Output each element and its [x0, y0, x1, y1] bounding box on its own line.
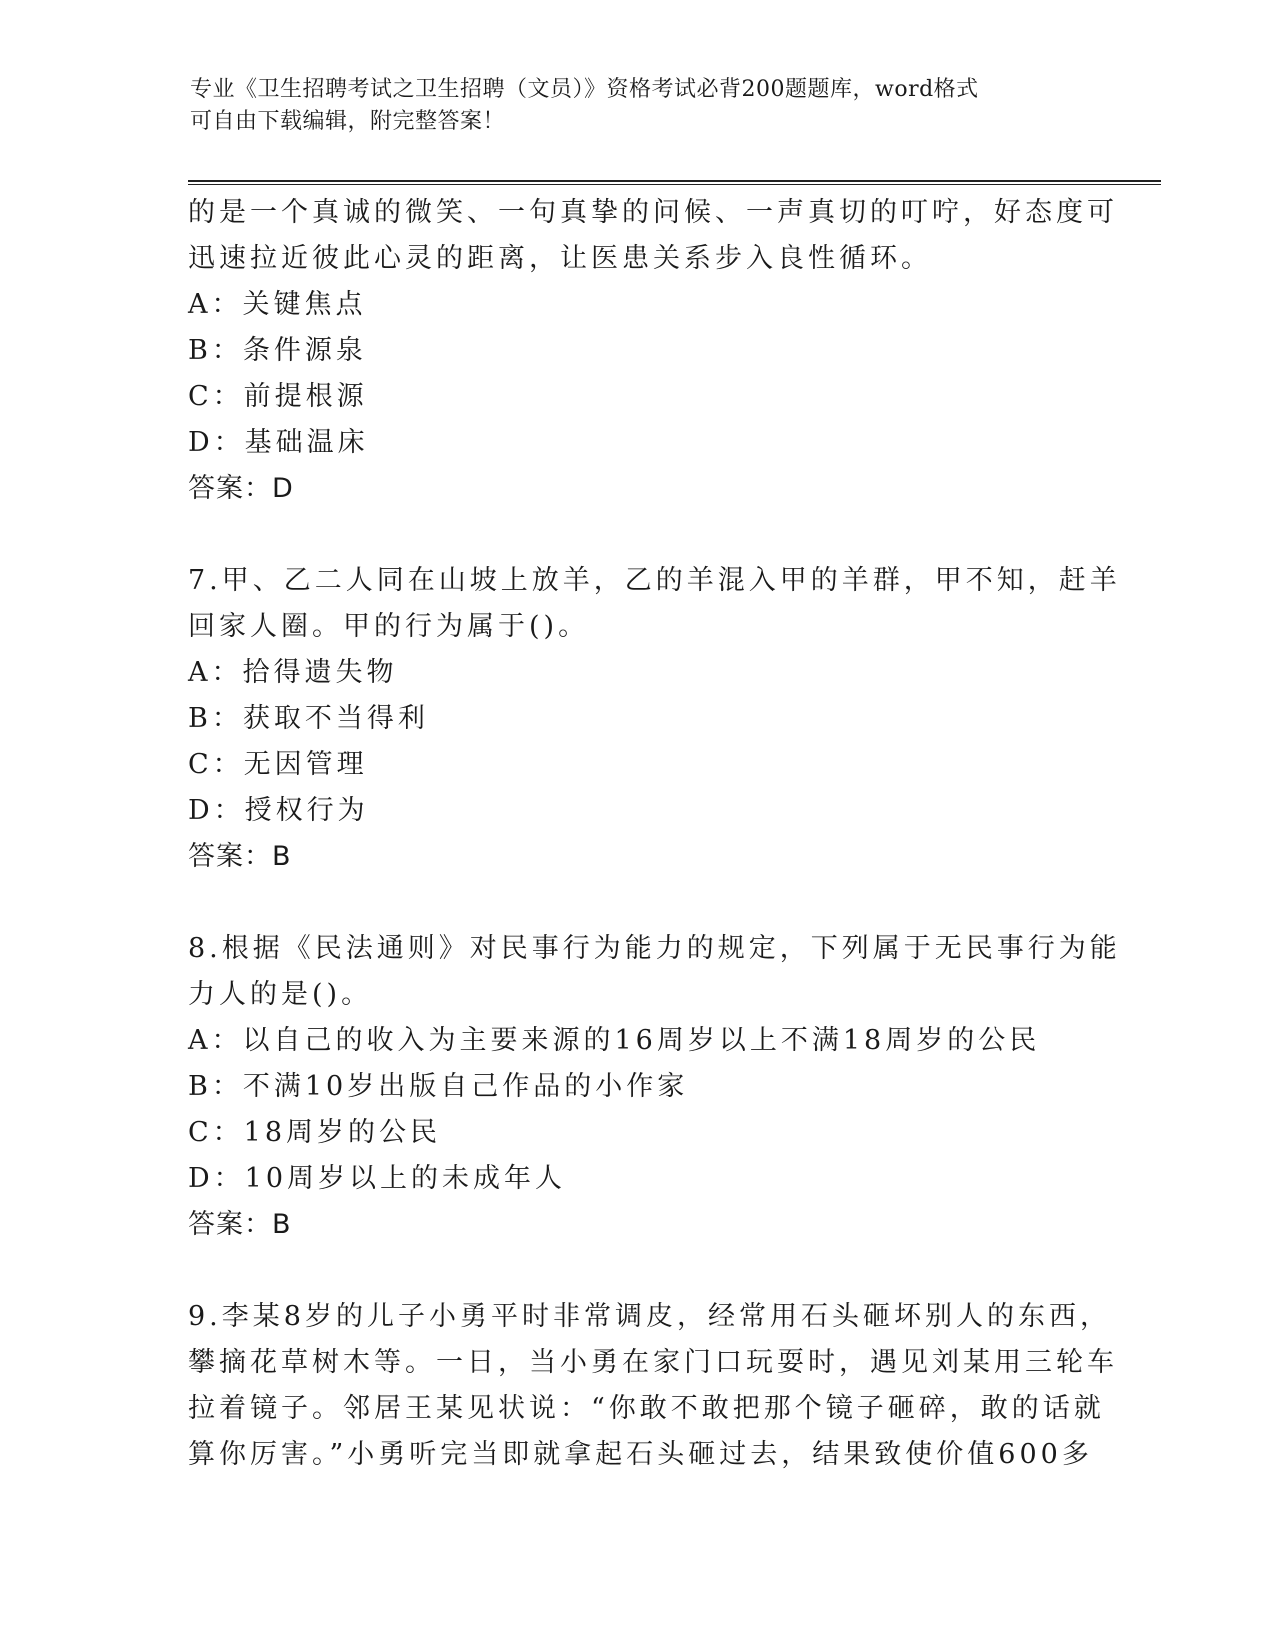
option-c: C：无因管理	[188, 749, 368, 780]
question-text-line: 攀摘花草树木等。一日，当小勇在家门口玩耍时，遇见刘某用三轮车	[188, 1347, 1118, 1378]
option-c: C：18周岁的公民	[188, 1117, 442, 1148]
page-header	[190, 74, 1090, 138]
question-block	[188, 926, 1121, 1248]
answer-line: 答案：B	[188, 1209, 292, 1240]
question-text-line: 的是一个真诚的微笑、一句真挚的问候、一声真切的叮咛，好态度可	[188, 197, 1118, 228]
question-text-line: 回家人圈。甲的行为属于()。	[188, 611, 590, 642]
question-text-line: 算你厉害。”小勇听完当即就拿起石头砸过去，结果致使价值600多	[188, 1439, 1093, 1470]
option-a: A：拾得遗失物	[188, 657, 398, 688]
question-block	[188, 558, 1121, 880]
option-c: C：前提根源	[188, 381, 368, 412]
question-text-line: 8.根据《民法通则》对民事行为能力的规定，下列属于无民事行为能	[188, 933, 1121, 964]
option-a: A：关键焦点	[188, 289, 367, 320]
document-body	[188, 190, 1121, 1478]
answer-line: 答案：D	[188, 473, 294, 504]
question-block	[188, 1294, 1118, 1478]
question-text-line: 7.甲、乙二人同在山坡上放羊，乙的羊混入甲的羊群，甲不知，赶羊	[188, 565, 1121, 596]
header-divider	[188, 180, 1161, 185]
question-text-line: 9.李某8岁的儿子小勇平时非常调皮，经常用石头砸坏别人的东西，	[188, 1301, 1111, 1332]
option-d: D：10周岁以上的未成年人	[188, 1163, 567, 1194]
question-text-line: 力人的是()。	[188, 979, 373, 1010]
option-b: B：获取不当得利	[188, 703, 429, 734]
header-title-line-2: 可自由下载编辑，附完整答案！	[190, 109, 506, 134]
header-title-line-1: 专业《卫生招聘考试之卫生招聘（文员）》资格考试必背200题题库，word格式	[190, 77, 979, 102]
question-text-line: 拉着镜子。邻居王某见状说：“你敢不敢把那个镜子砸碎，敢的话就	[188, 1393, 1105, 1424]
option-b: B：不满10岁出版自己作品的小作家	[188, 1071, 689, 1102]
option-a: A：以自己的收入为主要来源的16周岁以上不满18周岁的公民	[188, 1025, 1041, 1056]
option-d: D：授权行为	[188, 795, 369, 826]
question-text-line: 迅速拉近彼此心灵的距离，让医患关系步入良性循环。	[188, 243, 932, 274]
option-b: B：条件源泉	[188, 335, 367, 366]
option-d: D：基础温床	[188, 427, 369, 458]
answer-line: 答案：B	[188, 841, 292, 872]
question-block	[188, 190, 1118, 512]
